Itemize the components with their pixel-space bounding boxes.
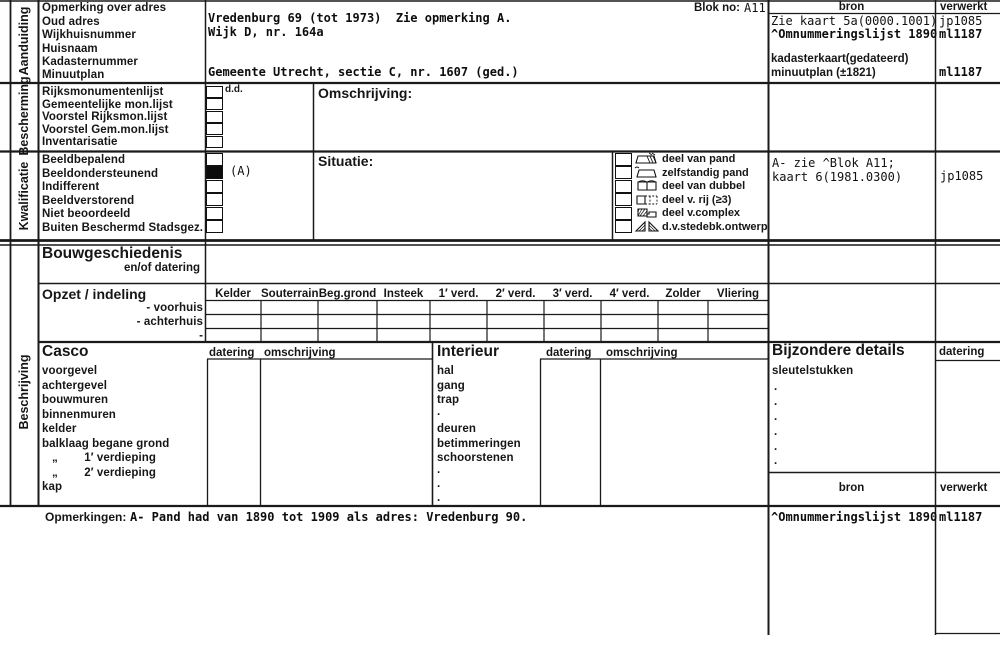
bron-column-header: bron [838, 1, 865, 13]
field-label-minuutplan: Minuutplan [42, 69, 105, 81]
checkbox-beeldbepalend[interactable] [206, 153, 223, 166]
kwalificatie-note-line1: A- zie ^Blok A11; [772, 156, 895, 170]
footer-bron-value: ^Omnummeringslijst 1890 [771, 510, 938, 524]
checkbox-inventarisatie[interactable] [206, 136, 223, 148]
interieur-row-label: gang [437, 379, 465, 392]
field-label-kadasternummer: Kadasternummer [42, 56, 138, 68]
bescherming-row-label: Inventarisatie [42, 136, 118, 148]
blok-no-label: Blok no: [694, 2, 740, 14]
opzet-col-header: Insteek [383, 288, 424, 300]
casco-row-label: voorgevel [42, 365, 98, 377]
opzet-row-label: - achterhuis [136, 316, 203, 328]
opzet-col-header: Beg.grond [318, 288, 377, 300]
opmerkingen-text: A- Pand had van 1890 tot 1909 als adres: Vredenburg 90. [130, 510, 528, 524]
casco-row-label: bouwmuren [42, 394, 109, 406]
situatie-option-label: deel v. rij (≥3) [662, 193, 732, 206]
bron-row-verwerkt: ml1187 [939, 65, 983, 79]
opzet-col-header: Zolder [665, 288, 701, 300]
bijzondere-row-label: sleutelstukken [772, 365, 854, 377]
checkbox-gemeentelijke-mon-lijst[interactable] [206, 98, 223, 110]
casco-datering-header: datering [209, 347, 255, 359]
bescherming-row-label: Voorstel Gem.mon.lijst [42, 123, 169, 136]
opzet-col-header: Kelder [215, 288, 251, 300]
casco-row-label: binnenmuren [42, 408, 116, 421]
checkbox-zelfstandig-pand[interactable] [615, 166, 632, 179]
kwalificatie-note-verwerkt: jp1085 [940, 169, 984, 183]
interieur-row-label: trap [437, 394, 460, 406]
footer-verwerkt-header: verwerkt [940, 482, 988, 494]
interieur-row-label: . [437, 478, 441, 490]
casco-row-label: achtergevel [42, 379, 108, 392]
field-label-wijkhuisnummer: Wijkhuisnummer [42, 29, 136, 41]
value-minuutplan: Gemeente Utrecht, sectie C, nr. 1607 (ged.) [208, 65, 519, 79]
kwalificatie-row-label: Indifferent [42, 181, 100, 193]
checkbox-deel-van-pand[interactable] [615, 153, 632, 166]
bijzondere-row-label: . [774, 396, 778, 408]
situatie-option-label: deel van dubbel [662, 180, 746, 192]
casco-row-label: kap [42, 481, 63, 493]
band-beschrijving: Beschrijving [17, 354, 31, 430]
bron-row-text: ^Omnummeringslijst 1890 [771, 27, 938, 41]
checkbox-deel-van-dubbel[interactable] [615, 180, 632, 193]
situatie-option-label: d.v.stedebk.ontwerp [662, 220, 768, 233]
deel-van-pand-icon [634, 152, 660, 165]
opzet-col-header: Souterrain [261, 288, 319, 300]
bijzondere-row-label: . [774, 455, 778, 467]
checkbox-voorstel-gem-mon-lijst[interactable] [206, 123, 223, 135]
interieur-title: Interieur [437, 343, 500, 360]
verwerkt-column-header: verwerkt [940, 1, 988, 13]
casco-row-label: „ 1′ verdieping [52, 452, 157, 464]
bijzondere-datering-header: datering [939, 346, 985, 358]
band-kwalificatie: Kwalificatie [17, 161, 31, 231]
situatie-option-label: deel v.complex [662, 207, 741, 219]
bouwgeschiedenis-subtitle: en/of datering [123, 262, 200, 274]
casco-row-label: kelder [42, 423, 77, 435]
opzet-col-header: 2′ verd. [495, 288, 536, 300]
situatie-option-label: zelfstandig pand [662, 166, 749, 179]
interieur-row-label: schoorstenen [437, 452, 514, 464]
checkbox-buiten-beschermd[interactable] [206, 220, 223, 233]
checkbox-rijksmonumentenlijst[interactable] [206, 86, 223, 98]
opzet-col-header: 3′ verd. [552, 288, 593, 300]
opzet-col-header: 4′ verd. [609, 288, 650, 300]
bijzondere-details-title: Bijzondere details [772, 342, 905, 359]
deel-van-dubbel-icon [634, 179, 660, 192]
field-label-opmerking-over-adres: Opmerking over adres [42, 2, 167, 14]
band-aanduiding: Aanduiding [17, 6, 31, 76]
bijzondere-row-label: . [774, 426, 778, 438]
checkbox-deel-v-rij[interactable] [615, 193, 632, 206]
situatie-header: Situatie: [318, 153, 374, 169]
interieur-datering-header: datering [546, 347, 592, 359]
deel-v-rij-icon [634, 193, 660, 206]
deel-v-complex-icon [634, 206, 660, 219]
bron-row-text: minuutplan (±1821) [771, 67, 876, 79]
value-oud-adres: Vredenburg 69 (tot 1973) Zie opmerking A. [208, 11, 512, 25]
opzet-col-header: 1′ verd. [438, 288, 479, 300]
kwalificatie-annotation: (A) [230, 164, 252, 178]
value-wijkhuisnummer: Wijk D, nr. 164a [208, 25, 324, 39]
casco-title: Casco [42, 343, 89, 360]
interieur-row-label: . [437, 464, 441, 476]
bijzondere-row-label: . [774, 381, 778, 393]
bron-row-verwerkt: ml1187 [939, 27, 983, 41]
situatie-option-label: deel van pand [662, 153, 736, 165]
checkbox-beeldondersteunend[interactable] [206, 166, 223, 179]
bijzondere-row-label: . [774, 441, 778, 453]
bescherming-row-label: Voorstel Rijksmon.lijst [42, 111, 168, 123]
checkbox-stedebouwk-ontwerp[interactable] [615, 220, 632, 233]
checkbox-indifferent[interactable] [206, 180, 223, 193]
interieur-omschrijving-header: omschrijving [606, 347, 678, 359]
checkbox-niet-beoordeeld[interactable] [206, 207, 223, 220]
kwalificatie-row-label: Beeldverstorend [42, 194, 135, 207]
interieur-row-label: . [437, 406, 441, 418]
checkbox-beeldverstorend[interactable] [206, 193, 223, 206]
interieur-row-label: hal [437, 365, 454, 377]
bescherming-row-label: Rijksmonumentenlijst [42, 86, 164, 98]
casco-omschrijving-header: omschrijving [264, 347, 336, 359]
dd-label: d.d. [225, 84, 243, 95]
opmerkingen-label: Opmerkingen: [45, 510, 127, 524]
opzet-row-label: - [199, 330, 203, 342]
blok-no-value: A11 [744, 1, 766, 15]
stedebouwkundig-ontwerp-icon [634, 220, 660, 233]
casco-row-label: „ 2′ verdieping [52, 466, 157, 479]
kwalificatie-note-line2: kaart 6(1981.0300) [772, 170, 903, 184]
checkbox-voorstel-rijksmon-lijst[interactable] [206, 111, 223, 123]
footer-verwerkt-value: ml1187 [939, 510, 983, 524]
kwalificatie-row-label: Buiten Beschermd Stadsgez. [42, 221, 204, 234]
opzet-col-header: Vliering [716, 288, 760, 300]
interieur-row-label: . [437, 492, 441, 504]
bijzondere-row-label: . [774, 411, 778, 423]
interieur-row-label: deuren [437, 423, 476, 435]
kwalificatie-row-label: Niet beoordeeld [42, 208, 131, 220]
band-bescherming: Bescherming [17, 76, 31, 156]
zelfstandig-pand-icon [634, 166, 660, 179]
bron-row-verwerkt: jp1085 [939, 14, 983, 28]
footer-bron-header: bron [838, 482, 865, 494]
omschrijving-header: Omschrijving: [318, 85, 413, 101]
field-label-oud-adres: Oud adres [42, 15, 100, 28]
bron-row-text: kadasterkaart(gedateerd) [771, 53, 909, 65]
bron-row-text: Zie kaart 5a(0000.1001) [771, 14, 938, 28]
checkbox-deel-v-complex[interactable] [615, 207, 632, 220]
opzet-row-label: - voorhuis [146, 302, 203, 314]
casco-row-label: balklaag begane grond [42, 437, 170, 450]
opzet-title: Opzet / indeling [42, 286, 147, 302]
interieur-row-label: betimmeringen [437, 437, 521, 450]
kwalificatie-row-label: Beeldbepalend [42, 154, 126, 166]
bescherming-row-label: Gemeentelijke mon.lijst [42, 98, 173, 111]
kwalificatie-row-label: Beeldondersteunend [42, 167, 159, 180]
bouwgeschiedenis-title: Bouwgeschiedenis [42, 245, 183, 262]
field-label-huisnaam: Huisnaam [42, 42, 98, 55]
